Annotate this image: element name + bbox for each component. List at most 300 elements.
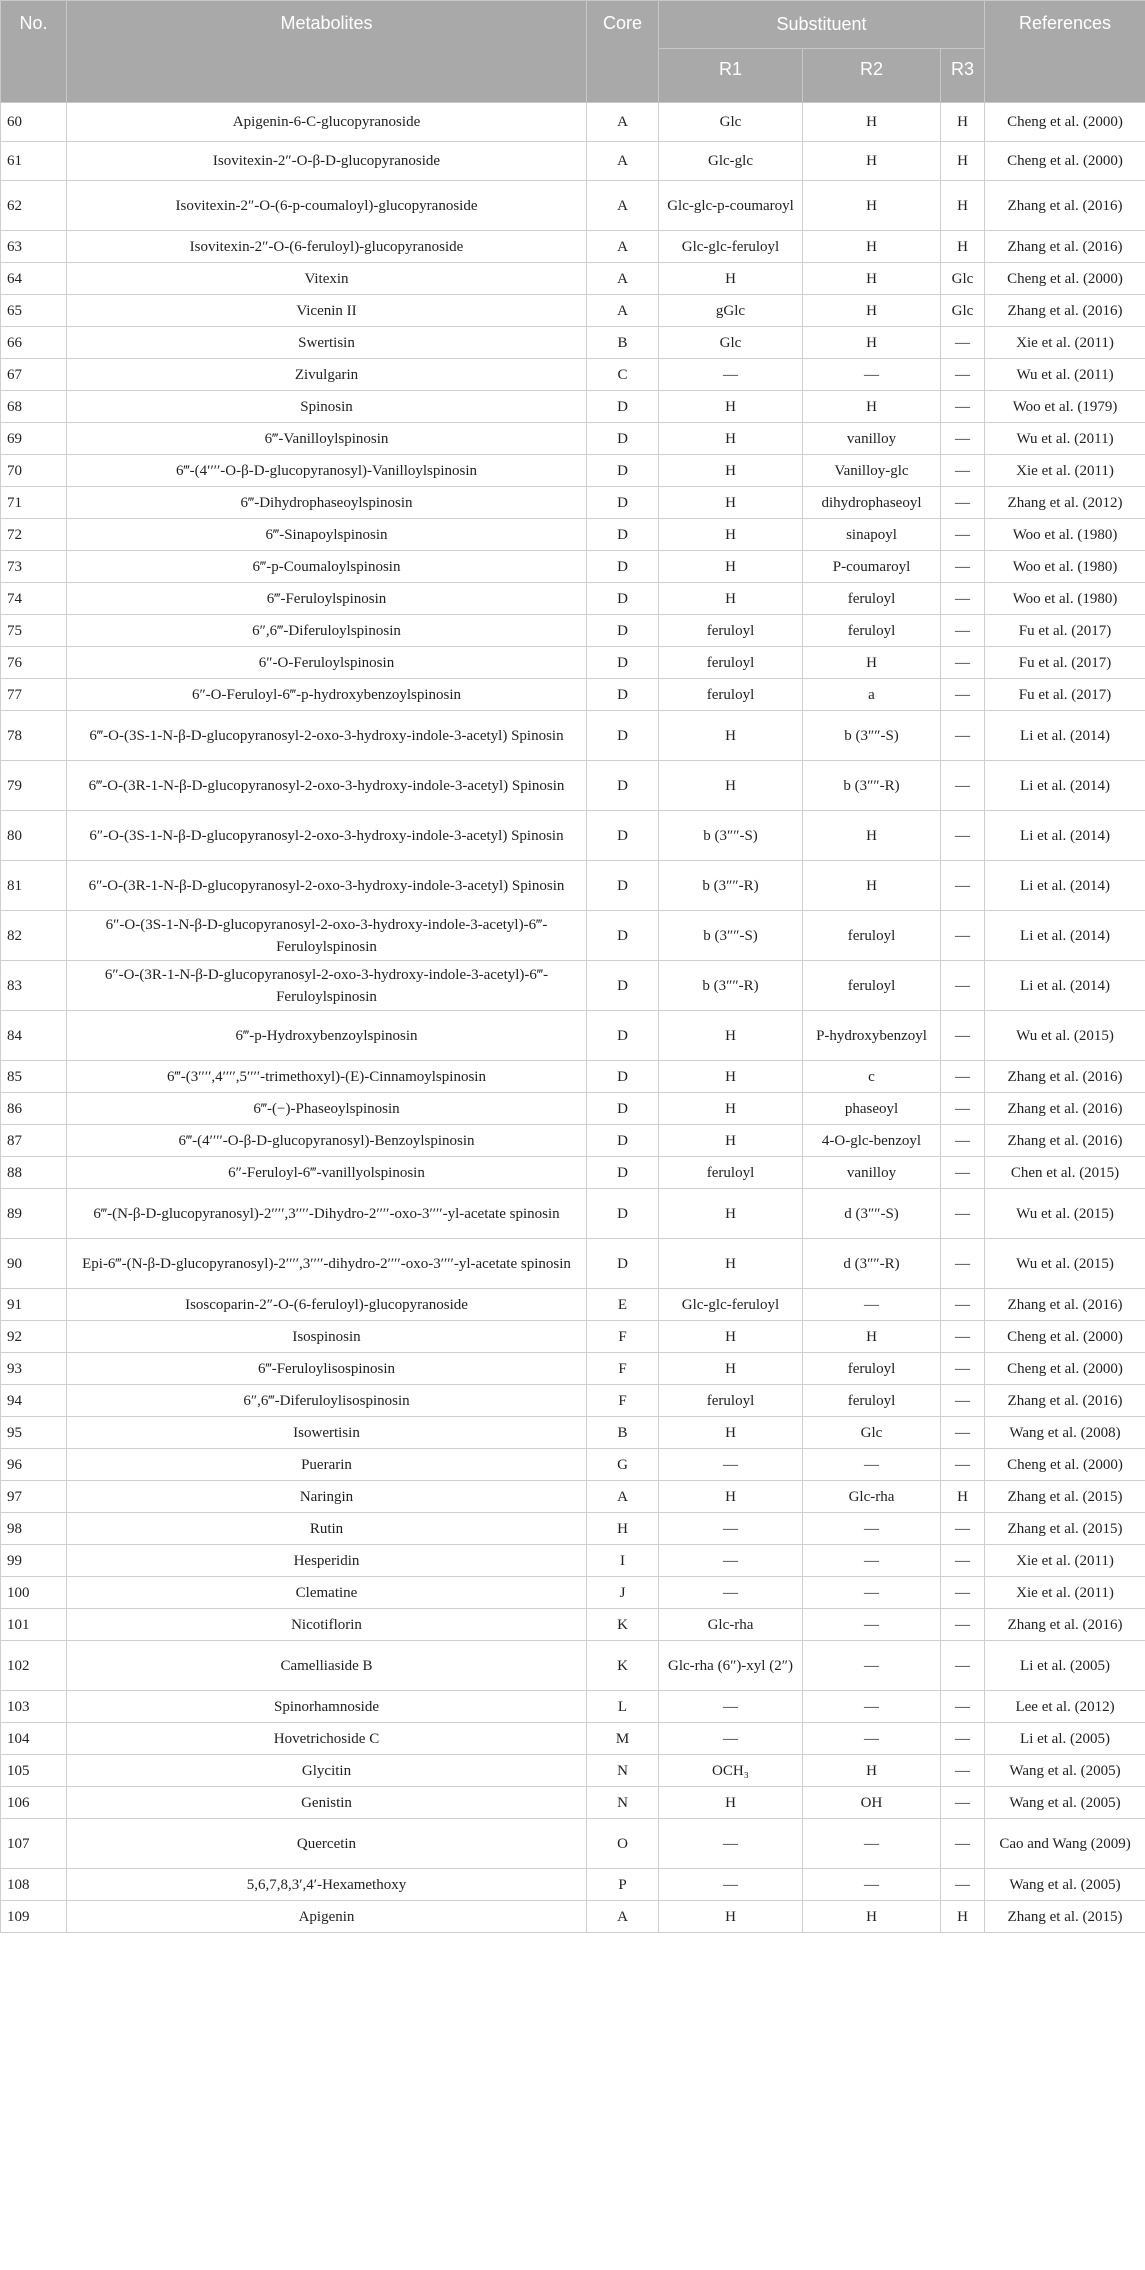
cell-metabolite: 6‴-(4′′′′-O-β-D-glucopyranosyl)-Benzoylspinosin [67,1125,587,1157]
table-row [1,911,1145,961]
cell-r1: H [659,551,803,583]
cell-metabolite: Apigenin-6-C-glucopyranoside [67,103,587,142]
cell-metabolite: Apigenin [67,1901,587,1933]
cell-metabolite: Isoscoparin-2″-O-(6-feruloyl)-glucopyranoside [67,1289,587,1321]
cell-reference: Wu et al. (2015) [985,1011,1145,1061]
cell-no: 85 [1,1061,67,1093]
table-row [1,1125,1145,1157]
cell-r2: vanilloy [803,1157,941,1189]
cell-r1: H [659,423,803,455]
table-row [1,263,1145,295]
cell-reference: Cheng et al. (2000) [985,263,1145,295]
cell-core: D [587,1061,659,1093]
cell-core: D [587,1157,659,1189]
table-row [1,1755,1145,1787]
cell-metabolite: Clematine [67,1577,587,1609]
cell-no: 104 [1,1723,67,1755]
cell-metabolite: 6‴-p-Hydroxybenzoylspinosin [67,1011,587,1061]
cell-metabolite: Rutin [67,1513,587,1545]
table-row [1,1481,1145,1513]
cell-core: A [587,263,659,295]
table-row [1,295,1145,327]
table-row [1,1641,1145,1691]
cell-core: J [587,1577,659,1609]
cell-r2: — [803,1609,941,1641]
cell-r1: H [659,1417,803,1449]
cell-core: L [587,1691,659,1723]
table-row [1,1061,1145,1093]
cell-reference: Wang et al. (2005) [985,1869,1145,1901]
cell-r1: — [659,1869,803,1901]
header-core: Core [587,1,659,103]
cell-r1: — [659,1691,803,1723]
cell-reference: Li et al. (2014) [985,761,1145,811]
cell-r3: — [941,911,985,961]
cell-r1: feruloyl [659,647,803,679]
cell-metabolite: Hovetrichoside C [67,1723,587,1755]
table-row [1,142,1145,181]
cell-metabolite: Naringin [67,1481,587,1513]
table-row [1,455,1145,487]
cell-no: 100 [1,1577,67,1609]
cell-r3: — [941,1577,985,1609]
cell-r1: H [659,1321,803,1353]
cell-r2: a [803,679,941,711]
header-metabolites: Metabolites [67,1,587,103]
cell-core: A [587,295,659,327]
cell-reference: Li et al. (2014) [985,961,1145,1011]
header-references: References [985,1,1145,103]
cell-r1: H [659,1061,803,1093]
cell-core: D [587,551,659,583]
cell-reference: Zhang et al. (2015) [985,1481,1145,1513]
cell-reference: Cao and Wang (2009) [985,1819,1145,1869]
cell-no: 78 [1,711,67,761]
cell-metabolite: 6‴-Feruloylspinosin [67,583,587,615]
cell-metabolite: 6″-O-(3R-1-N-β-D-glucopyranosyl-2-oxo-3-hydroxy-indole-3-acetyl) Spinosin [67,861,587,911]
cell-r3: — [941,647,985,679]
cell-r1: b (3″″-R) [659,961,803,1011]
cell-r2: feruloyl [803,1353,941,1385]
cell-reference: Wang et al. (2005) [985,1755,1145,1787]
cell-reference: Zhang et al. (2015) [985,1901,1145,1933]
cell-core: A [587,103,659,142]
cell-r3: H [941,1481,985,1513]
cell-r1: — [659,1723,803,1755]
cell-r3: — [941,1157,985,1189]
cell-no: 84 [1,1011,67,1061]
cell-r3: — [941,1289,985,1321]
table-row [1,487,1145,519]
cell-r3: — [941,1189,985,1239]
cell-metabolite: Epi-6‴-(N-β-D-glucopyranosyl)-2′′′′,3′′′′-dihydro-2′′′′-oxo-3′′′′-yl-acetate spinosin [67,1239,587,1289]
cell-r2: H [803,142,941,181]
cell-core: D [587,961,659,1011]
cell-r3: — [941,1755,985,1787]
cell-core: D [587,1189,659,1239]
cell-r1: feruloyl [659,679,803,711]
table-row [1,615,1145,647]
cell-r2: 4-O-glc-benzoyl [803,1125,941,1157]
cell-reference: Cheng et al. (2000) [985,103,1145,142]
table-row [1,1239,1145,1289]
cell-no: 96 [1,1449,67,1481]
cell-no: 93 [1,1353,67,1385]
cell-no: 68 [1,391,67,423]
cell-r2: OH [803,1787,941,1819]
cell-reference: Zhang et al. (2016) [985,1125,1145,1157]
cell-core: D [587,761,659,811]
table-row [1,761,1145,811]
cell-r1: H [659,519,803,551]
cell-metabolite: 6″,6‴-Diferuloylisospinosin [67,1385,587,1417]
cell-r3: — [941,1609,985,1641]
cell-r3: — [941,1417,985,1449]
cell-no: 61 [1,142,67,181]
cell-r3: Glc [941,263,985,295]
cell-r1: Glc [659,327,803,359]
cell-r1: — [659,1449,803,1481]
cell-metabolite: Vicenin II [67,295,587,327]
cell-r1: Glc-glc-p-coumaroyl [659,181,803,231]
cell-r1: b (3″″-S) [659,911,803,961]
cell-r3: — [941,1641,985,1691]
table-row [1,1189,1145,1239]
cell-reference: Wu et al. (2015) [985,1239,1145,1289]
cell-r2: — [803,1819,941,1869]
cell-r2: Vanilloy-glc [803,455,941,487]
cell-r3: — [941,615,985,647]
cell-no: 97 [1,1481,67,1513]
cell-r1: H [659,1011,803,1061]
cell-r3: — [941,1011,985,1061]
cell-no: 77 [1,679,67,711]
table-row [1,1901,1145,1933]
cell-metabolite: 6‴-p-Coumaloylspinosin [67,551,587,583]
cell-r2: d (3″″-S) [803,1189,941,1239]
cell-r2: H [803,181,941,231]
header-r1: R1 [659,49,803,103]
table-row [1,1787,1145,1819]
cell-no: 80 [1,811,67,861]
header-r3: R3 [941,49,985,103]
cell-r3: — [941,1061,985,1093]
cell-metabolite: Swertisin [67,327,587,359]
cell-reference: Fu et al. (2017) [985,647,1145,679]
cell-r3: — [941,551,985,583]
table-row [1,1723,1145,1755]
cell-r1: H [659,1353,803,1385]
cell-reference: Xie et al. (2011) [985,327,1145,359]
cell-core: D [587,1093,659,1125]
cell-metabolite: 6″-O-(3R-1-N-β-D-glucopyranosyl-2-oxo-3-hydroxy-indole-3-acetyl)-6‴-Feruloylspinosin [67,961,587,1011]
cell-r3: — [941,487,985,519]
cell-no: 71 [1,487,67,519]
cell-r2: b (3″″-S) [803,711,941,761]
cell-metabolite: Hesperidin [67,1545,587,1577]
table-row [1,103,1145,142]
cell-metabolite: 6″-O-(3S-1-N-β-D-glucopyranosyl-2-oxo-3-hydroxy-indole-3-acetyl) Spinosin [67,811,587,861]
cell-r1: b (3″″-R) [659,861,803,911]
cell-r1: Glc [659,103,803,142]
cell-reference: Cheng et al. (2000) [985,142,1145,181]
cell-no: 75 [1,615,67,647]
cell-core: N [587,1755,659,1787]
cell-core: D [587,455,659,487]
cell-core: D [587,1125,659,1157]
cell-r1: OCH₃ [659,1755,803,1787]
cell-no: 102 [1,1641,67,1691]
cell-r2: H [803,263,941,295]
cell-reference: Woo et al. (1980) [985,583,1145,615]
cell-r2: P-coumaroyl [803,551,941,583]
cell-r2: H [803,391,941,423]
cell-r3: — [941,961,985,1011]
cell-no: 91 [1,1289,67,1321]
cell-reference: Wu et al. (2011) [985,423,1145,455]
cell-r1: H [659,1239,803,1289]
cell-core: D [587,423,659,455]
cell-r3: — [941,359,985,391]
cell-r3: H [941,231,985,263]
cell-r2: feruloyl [803,615,941,647]
cell-core: P [587,1869,659,1901]
cell-r3: — [941,811,985,861]
cell-r1: — [659,1577,803,1609]
cell-core: D [587,711,659,761]
table-row [1,1011,1145,1061]
table-row [1,181,1145,231]
cell-reference: Li et al. (2014) [985,911,1145,961]
cell-r2: phaseoyl [803,1093,941,1125]
cell-no: 105 [1,1755,67,1787]
cell-r3: — [941,679,985,711]
cell-r1: H [659,583,803,615]
cell-reference: Zhang et al. (2016) [985,1609,1145,1641]
cell-no: 106 [1,1787,67,1819]
cell-no: 70 [1,455,67,487]
cell-reference: Xie et al. (2011) [985,1545,1145,1577]
cell-reference: Zhang et al. (2016) [985,1093,1145,1125]
cell-core: A [587,142,659,181]
table-row [1,861,1145,911]
cell-r2: sinapoyl [803,519,941,551]
cell-core: F [587,1385,659,1417]
cell-metabolite: Isovitexin-2″-O-(6-p-coumaloyl)-glucopyranoside [67,181,587,231]
cell-reference: Li et al. (2005) [985,1641,1145,1691]
cell-core: B [587,1417,659,1449]
cell-r1: b (3″″-S) [659,811,803,861]
cell-r1: H [659,1125,803,1157]
cell-reference: Zhang et al. (2016) [985,295,1145,327]
cell-r3: — [941,1239,985,1289]
cell-reference: Zhang et al. (2016) [985,1061,1145,1093]
cell-reference: Woo et al. (1980) [985,519,1145,551]
cell-r2: c [803,1061,941,1093]
cell-core: K [587,1609,659,1641]
table-row [1,423,1145,455]
cell-r1: H [659,1481,803,1513]
cell-r2: H [803,103,941,142]
cell-r1: H [659,1787,803,1819]
table-row [1,1545,1145,1577]
cell-reference: Wu et al. (2011) [985,359,1145,391]
cell-r2: H [803,647,941,679]
cell-no: 82 [1,911,67,961]
table-row [1,359,1145,391]
cell-r2: H [803,1755,941,1787]
cell-r1: H [659,263,803,295]
cell-reference: Zhang et al. (2016) [985,181,1145,231]
cell-reference: Li et al. (2005) [985,1723,1145,1755]
cell-r2: dihydrophaseoyl [803,487,941,519]
table-row [1,327,1145,359]
cell-reference: Cheng et al. (2000) [985,1353,1145,1385]
table-row [1,811,1145,861]
cell-metabolite: Quercetin [67,1819,587,1869]
cell-r2: H [803,1901,941,1933]
table-row [1,961,1145,1011]
cell-core: D [587,811,659,861]
cell-metabolite: Spinosin [67,391,587,423]
cell-core: F [587,1321,659,1353]
header-no: No. [1,1,67,103]
cell-r2: feruloyl [803,583,941,615]
cell-core: D [587,583,659,615]
cell-reference: Wang et al. (2008) [985,1417,1145,1449]
cell-r2: Glc-rha [803,1481,941,1513]
cell-r3: H [941,1901,985,1933]
cell-metabolite: Camelliaside B [67,1641,587,1691]
table-row [1,1353,1145,1385]
cell-reference: Xie et al. (2011) [985,1577,1145,1609]
cell-no: 72 [1,519,67,551]
cell-r3: H [941,103,985,142]
cell-metabolite: 6‴-(−)-Phaseoylspinosin [67,1093,587,1125]
cell-no: 64 [1,263,67,295]
cell-no: 73 [1,551,67,583]
cell-reference: Cheng et al. (2000) [985,1321,1145,1353]
cell-r2: H [803,1321,941,1353]
table-row [1,551,1145,583]
cell-no: 95 [1,1417,67,1449]
cell-r1: — [659,1545,803,1577]
cell-r1: H [659,1189,803,1239]
cell-metabolite: 6‴-O-(3R-1-N-β-D-glucopyranosyl-2-oxo-3-hydroxy-indole-3-acetyl) Spinosin [67,761,587,811]
cell-reference: Wang et al. (2005) [985,1787,1145,1819]
cell-r3: — [941,583,985,615]
cell-r3: H [941,142,985,181]
table-row [1,1093,1145,1125]
cell-no: 99 [1,1545,67,1577]
cell-r2: — [803,1513,941,1545]
cell-r1: H [659,711,803,761]
cell-reference: Fu et al. (2017) [985,615,1145,647]
cell-no: 103 [1,1691,67,1723]
table-row [1,1417,1145,1449]
cell-r1: feruloyl [659,1385,803,1417]
cell-r3: H [941,181,985,231]
cell-metabolite: Isovitexin-2″-O-(6-feruloyl)-glucopyranoside [67,231,587,263]
cell-reference: Zhang et al. (2016) [985,231,1145,263]
table-row [1,1321,1145,1353]
cell-r1: feruloyl [659,1157,803,1189]
header-substituent: Substituent [659,1,985,49]
cell-no: 67 [1,359,67,391]
table-row [1,647,1145,679]
cell-core: M [587,1723,659,1755]
cell-r3: — [941,1545,985,1577]
cell-core: O [587,1819,659,1869]
cell-r3: — [941,455,985,487]
cell-r2: H [803,811,941,861]
cell-r3: — [941,761,985,811]
cell-metabolite: Isowertisin [67,1417,587,1449]
cell-r2: H [803,231,941,263]
cell-r2: — [803,359,941,391]
cell-reference: Woo et al. (1980) [985,551,1145,583]
cell-reference: Li et al. (2014) [985,711,1145,761]
cell-reference: Zhang et al. (2016) [985,1289,1145,1321]
cell-no: 66 [1,327,67,359]
cell-r1: H [659,487,803,519]
table-row [1,519,1145,551]
cell-core: D [587,911,659,961]
cell-r3: — [941,1513,985,1545]
cell-no: 101 [1,1609,67,1641]
cell-reference: Cheng et al. (2000) [985,1449,1145,1481]
cell-r2: Glc [803,1417,941,1449]
cell-r3: — [941,327,985,359]
cell-no: 89 [1,1189,67,1239]
cell-no: 81 [1,861,67,911]
cell-reference: Xie et al. (2011) [985,455,1145,487]
cell-r1: H [659,761,803,811]
cell-no: 92 [1,1321,67,1353]
cell-metabolite: 6‴-Vanilloylspinosin [67,423,587,455]
cell-r3: — [941,1819,985,1869]
cell-no: 107 [1,1819,67,1869]
cell-metabolite: Spinorhamnoside [67,1691,587,1723]
cell-no: 94 [1,1385,67,1417]
table-row [1,391,1145,423]
table-row [1,1691,1145,1723]
cell-no: 69 [1,423,67,455]
table-body [1,103,1145,1933]
cell-core: N [587,1787,659,1819]
table-row [1,1869,1145,1901]
cell-core: D [587,487,659,519]
cell-no: 76 [1,647,67,679]
cell-r2: — [803,1545,941,1577]
cell-core: I [587,1545,659,1577]
cell-r3: — [941,1093,985,1125]
cell-r1: Glc-glc-feruloyl [659,231,803,263]
cell-metabolite: 5,6,7,8,3′,4′-Hexamethoxy [67,1869,587,1901]
cell-no: 86 [1,1093,67,1125]
cell-r2: vanilloy [803,423,941,455]
cell-r1: Glc-rha (6″)-xyl (2″) [659,1641,803,1691]
cell-core: F [587,1353,659,1385]
cell-reference: Woo et al. (1979) [985,391,1145,423]
cell-r3: — [941,391,985,423]
cell-reference: Zhang et al. (2012) [985,487,1145,519]
cell-no: 109 [1,1901,67,1933]
cell-metabolite: Isospinosin [67,1321,587,1353]
cell-r2: — [803,1449,941,1481]
cell-no: 65 [1,295,67,327]
header-r2: R2 [803,49,941,103]
